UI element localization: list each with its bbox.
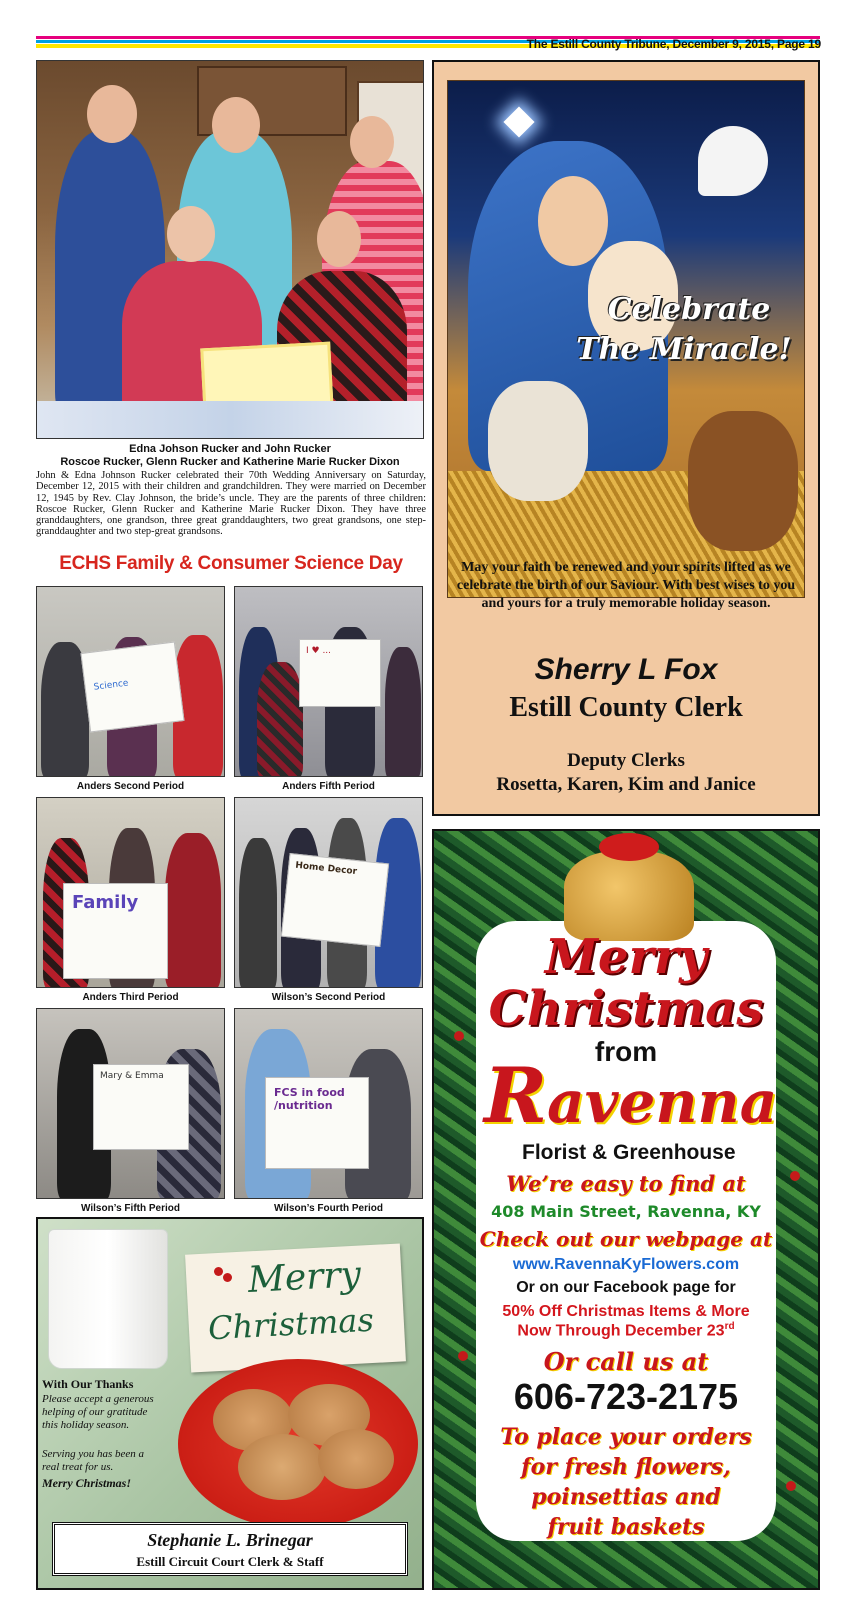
thanks-message-1: Please accept a generous helping of our gratitude this holiday season. xyxy=(42,1393,154,1431)
brinegar-title: Estill Circuit Court Clerk & Staff xyxy=(136,1554,324,1569)
bow xyxy=(599,833,659,861)
fcs-poster: FCS in food /nutrition xyxy=(265,1077,369,1169)
student xyxy=(239,838,277,988)
ravenna-orders-2: for fresh flowers, xyxy=(521,1454,731,1480)
sale-2-main: Now Through December 23 xyxy=(517,1322,725,1340)
ravenna-orders-4: fruit baskets xyxy=(547,1514,705,1540)
fox-title: Estill County Clerk xyxy=(509,692,743,723)
holly-berry xyxy=(214,1267,223,1276)
fcs-caption-1: Anders Second Period xyxy=(76,781,185,792)
brand-rest: avenna xyxy=(547,1068,778,1136)
star xyxy=(503,106,534,137)
fcs-caption-2: Anders Fifth Period xyxy=(282,781,375,792)
publication-header: The Estill County Tribune, December 9, 2015, Page 19 xyxy=(526,37,821,51)
card-christmas-text: Christmas xyxy=(207,1300,375,1348)
ravenna-merry: Merry xyxy=(544,929,708,985)
fcs-poster: Science xyxy=(80,642,184,733)
student xyxy=(385,647,421,777)
ravenna-webpage: Check out our webpage at xyxy=(479,1227,773,1251)
fox-ad xyxy=(432,60,820,816)
fox-deputies: Rosetta, Karen, Kim and Janice xyxy=(496,774,756,795)
art-miracle: The Miracle! xyxy=(576,332,792,367)
fox-deputies-label: Deputy Clerks xyxy=(567,750,685,771)
mary-face xyxy=(538,176,608,266)
anniversary-caption-line1: Edna Johson Rucker and John Rucker xyxy=(129,443,331,455)
ravenna-easy: We’re easy to find at xyxy=(506,1171,746,1196)
head xyxy=(87,85,137,143)
ravenna-sale-1: 50% Off Christmas Items & More xyxy=(502,1303,750,1320)
ravenna-ad xyxy=(432,829,820,1590)
brinegar-ad xyxy=(36,1217,424,1590)
fcs-caption-5: Wilson’s Fifth Period xyxy=(81,1203,180,1214)
thanks-closing: Merry Christmas! xyxy=(42,1476,132,1490)
thanks-heading: With Our Thanks xyxy=(42,1377,134,1391)
ravenna-from: from xyxy=(594,1036,658,1067)
bells xyxy=(564,851,694,941)
holly-berry xyxy=(223,1273,232,1282)
art-celebrate: Celebrate xyxy=(607,292,771,327)
dove xyxy=(698,126,768,196)
fcs-caption-3: Anders Third Period xyxy=(82,992,179,1003)
ravenna-sale-2 xyxy=(434,1321,818,1340)
fcs-poster: Mary & Emma xyxy=(93,1064,189,1150)
anniversary-body: John & Edna Johnson Rucker celebrated their 70th Wedding Anniversary on Saturday, December 12, 2015 with their children and grandchildren. They were married on December 12, 1945 by Rev. Clay Johnson, the bride’s uncle. They are the parents of three children: Roscoe Rucker, Glenn Rucker and Katherine Marie Rucker Dixon. They have three granddaughters, one grandson, three great granddaughters, two great grandsons, one step-granddaughter and two step-great grandsons. xyxy=(36,470,426,538)
anniversary-caption-line2: Roscoe Rucker, Glenn Rucker and Katherine Marie Rucker Dixon xyxy=(60,456,400,468)
fcs-heading: ECHS Family & Consumer Science Day xyxy=(59,553,403,574)
ravenna-call: Or call us at xyxy=(543,1347,709,1376)
brand-initial: R xyxy=(484,1051,548,1140)
fox-name: Sherry L Fox xyxy=(534,653,718,686)
ravenna-orders-3: poinsettias and xyxy=(531,1484,721,1510)
fcs-photo-2 xyxy=(234,586,423,777)
ravenna-url: www.RavennaKyFlowers.com xyxy=(512,1256,740,1273)
sale-2-sup: rd xyxy=(724,1321,735,1332)
goat-white xyxy=(488,381,588,501)
cookie xyxy=(318,1429,394,1489)
anniversary-photo xyxy=(36,60,424,439)
ravenna-phone[interactable]: 606-723-2175 xyxy=(513,1376,739,1417)
head xyxy=(350,116,394,168)
milk-glass xyxy=(48,1229,168,1369)
ravenna-facebook: Or on our Facebook page for xyxy=(516,1279,736,1296)
card-merry-text: Merry xyxy=(247,1254,362,1301)
cookie xyxy=(238,1434,326,1500)
fox-message: May your faith be renewed and your spirits lifted as we celebrate the birth of our Saviour. With best wises to you and yours for a truly memorable holiday season. xyxy=(456,560,796,611)
head xyxy=(167,206,215,262)
fcs-photo-1 xyxy=(36,586,225,777)
fcs-photo-6 xyxy=(234,1008,423,1199)
fcs-caption-6: Wilson’s Fourth Period xyxy=(274,1203,383,1214)
ravenna-address: 408 Main Street, Ravenna, KY xyxy=(491,1202,761,1221)
fcs-photo-5 xyxy=(36,1008,225,1199)
fcs-poster: Family xyxy=(63,883,168,979)
head xyxy=(212,97,260,153)
student xyxy=(257,662,303,777)
fcs-poster: I ♥ ... xyxy=(299,639,381,707)
ravenna-orders-1: To place your orders xyxy=(500,1424,752,1450)
brinegar-name: Stephanie L. Brinegar xyxy=(147,1530,313,1550)
brand-sub: Florist & Greenhouse xyxy=(522,1141,736,1164)
fcs-photo-4 xyxy=(234,797,423,988)
ravenna-christmas: Christmas xyxy=(488,981,764,1037)
head xyxy=(317,211,361,267)
fcs-photo-3 xyxy=(36,797,225,988)
student xyxy=(165,833,221,988)
fcs-caption-4: Wilson’s Second Period xyxy=(271,992,386,1003)
goat-brown xyxy=(688,411,798,551)
thanks-message-2: Serving you has been a real treat for us. xyxy=(42,1448,145,1473)
table-cloth xyxy=(37,401,424,439)
fcs-poster: Home Decor xyxy=(281,853,389,947)
